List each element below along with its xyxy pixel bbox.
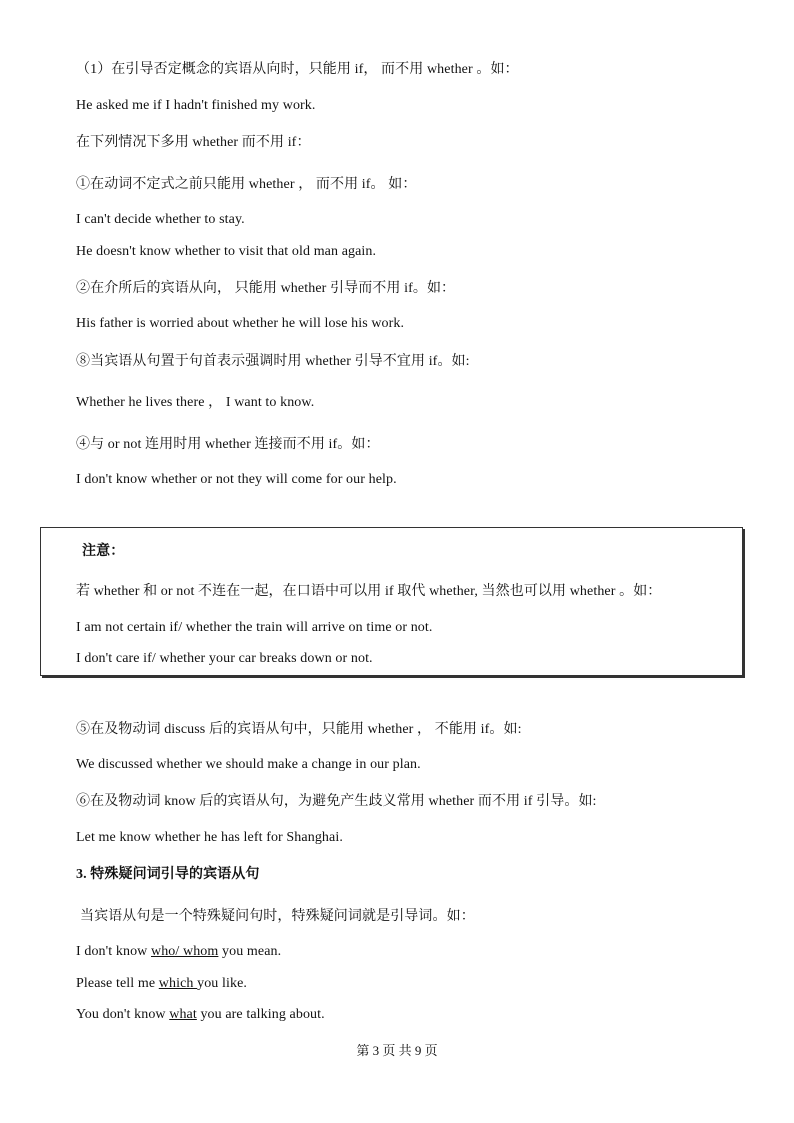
section-3-intro: 当宾语从句是一个特殊疑问句时，特殊疑问词就是引导词。如： (80, 909, 475, 924)
note-example-2: I don't care if/ whether your car breaks down or not. (76, 651, 373, 666)
example-g2-post: you like. (197, 976, 247, 991)
example-f1: Let me know whether he has left for Shanghai. (76, 830, 343, 845)
rule-a: ①在动词不定式之前只能用 whether ， 而不用 if。 如： (76, 177, 417, 192)
whether-intro: 在下列情况下多用 whether 而不用 if： (76, 135, 311, 150)
example-d1: I don't know whether or not they will come for our help. (76, 472, 397, 487)
example-b1: His father is worried about whether he will lose his work. (76, 316, 405, 331)
example-g2-pre: Please tell me (76, 976, 159, 991)
rule-d: ④与 or not 连用时用 whether 连接而不用 if。如： (76, 437, 380, 452)
example-1: He asked me if I hadn't finished my work. (76, 98, 316, 113)
page-footer: 第 3 页 共 9 页 (356, 1043, 438, 1058)
rule-b: ②在介所后的宾语从向， 只能用 whether 引导而不用 if。如： (76, 281, 456, 296)
example-a1: I can't decide whether to stay. (76, 212, 245, 227)
example-c1: Whether he lives there ， I want to know. (76, 395, 315, 410)
example-g3-post: you are talking about. (196, 1007, 325, 1022)
rule-c: ⑧当宾语从句置于句首表示强调时用 whether 引导不宜用 if。如: (76, 354, 470, 369)
example-g3-pre: You don't know (76, 1007, 170, 1022)
note-title: 注意： (82, 544, 125, 559)
example-a2: He doesn't know whether to visit that old man again. (76, 244, 377, 259)
example-g2 (76, 975, 247, 993)
example-g1-post: you mean. (218, 944, 282, 959)
rule-e: ⑤在及物动词 discuss 后的宾语从句中，只能用 whether ， 不能用 if。如: (76, 722, 522, 737)
rule-1: （1）在引导否定概念的宾语从向时，只能用 if， 而不用 whether 。如： (76, 62, 519, 77)
rule-f: ⑥在及物动词 know 后的宾语从句，为避免产生歧义常用 whether 而不用 if 引导。如: (76, 794, 597, 809)
example-g3 (76, 1006, 325, 1024)
example-e1: We discussed whether we should make a change in our plan. (76, 757, 421, 772)
section-3-heading: 3. 特殊疑问词引导的宾语从句 (76, 867, 260, 882)
example-g1-underlined: who/ whom (151, 944, 219, 959)
example-g2-underlined: which (158, 976, 198, 991)
example-g1 (76, 943, 281, 961)
note-example-1: I am not certain if/ whether the train will arrive on time or not. (76, 620, 433, 635)
example-g3-underlined: what (169, 1007, 197, 1022)
example-g1-pre: I don't know (76, 944, 151, 959)
note-text: 若 whether 和 or not 不连在一起，在口语中可以用 if 取代 whether, 当然也可以用 whether 。如： (76, 584, 662, 599)
